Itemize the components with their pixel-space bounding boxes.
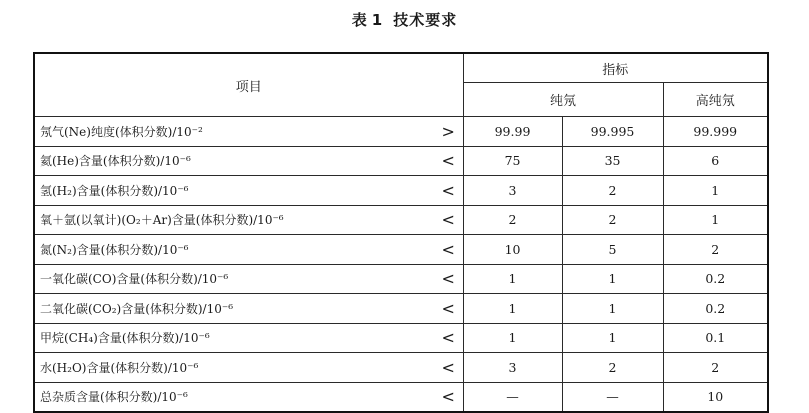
row-comparator: < bbox=[434, 176, 463, 206]
row-comparator: < bbox=[434, 235, 463, 265]
table-row bbox=[34, 176, 768, 206]
row-value-pure-1: 10 bbox=[463, 235, 562, 265]
row-value-pure-1: 2 bbox=[463, 205, 562, 235]
row-value-high-purity: 1 bbox=[663, 176, 768, 206]
row-comparator: < bbox=[434, 264, 463, 294]
row-value-pure-1: 99.99 bbox=[463, 117, 562, 147]
row-value-high-purity: 1 bbox=[663, 205, 768, 235]
row-value-pure-2: 99.995 bbox=[562, 117, 663, 147]
grade-header-high-purity: 高纯氖 bbox=[663, 83, 768, 117]
table-row bbox=[34, 205, 768, 235]
row-value-pure-2: 1 bbox=[562, 264, 663, 294]
row-value-pure-2: 35 bbox=[562, 146, 663, 176]
table-title-number: 1 bbox=[371, 11, 384, 29]
table-row bbox=[34, 235, 768, 265]
row-item: 氖气(Ne)纯度(体积分数)/10⁻² bbox=[34, 117, 434, 147]
row-comparator: < bbox=[434, 353, 463, 383]
row-comparator: < bbox=[434, 323, 463, 353]
row-item: 氦(He)含量(体积分数)/10⁻⁶ bbox=[34, 146, 434, 176]
row-item: 水(H₂O)含量(体积分数)/10⁻⁶ bbox=[34, 353, 434, 383]
row-value-pure-2: 1 bbox=[562, 323, 663, 353]
row-comparator: < bbox=[434, 382, 463, 412]
indicator-header: 指标 bbox=[463, 53, 768, 83]
spec-table bbox=[33, 52, 769, 413]
row-value-high-purity: 2 bbox=[663, 235, 768, 265]
table-row bbox=[34, 323, 768, 353]
table-title-text: 技术要求 bbox=[393, 11, 458, 29]
row-item: 总杂质含量(体积分数)/10⁻⁶ bbox=[34, 382, 434, 412]
row-value-pure-1: 75 bbox=[463, 146, 562, 176]
row-comparator: < bbox=[434, 146, 463, 176]
item-column-header: 项目 bbox=[34, 53, 463, 117]
table-row bbox=[34, 264, 768, 294]
header-row-1 bbox=[34, 53, 768, 83]
row-value-pure-1: 3 bbox=[463, 353, 562, 383]
row-value-pure-1: 1 bbox=[463, 294, 562, 324]
row-item: 氧＋氩(以氧计)(O₂＋Ar)含量(体积分数)/10⁻⁶ bbox=[34, 205, 434, 235]
table-title bbox=[0, 9, 809, 30]
table-row bbox=[34, 294, 768, 324]
row-comparator: < bbox=[434, 205, 463, 235]
row-comparator: < bbox=[434, 294, 463, 324]
row-value-pure-2: 1 bbox=[562, 294, 663, 324]
row-value-high-purity: 10 bbox=[663, 382, 768, 412]
row-value-high-purity: 6 bbox=[663, 146, 768, 176]
row-item: 氢(H₂)含量(体积分数)/10⁻⁶ bbox=[34, 176, 434, 206]
row-comparator: > bbox=[434, 117, 463, 147]
table-title-prefix: 表 bbox=[351, 11, 368, 29]
row-value-high-purity: 0.2 bbox=[663, 264, 768, 294]
row-item: 一氧化碳(CO)含量(体积分数)/10⁻⁶ bbox=[34, 264, 434, 294]
row-value-high-purity: 99.999 bbox=[663, 117, 768, 147]
row-value-pure-1: 1 bbox=[463, 323, 562, 353]
table-row bbox=[34, 146, 768, 176]
row-value-pure-1: — bbox=[463, 382, 562, 412]
row-item: 甲烷(CH₄)含量(体积分数)/10⁻⁶ bbox=[34, 323, 434, 353]
row-value-pure-2: 2 bbox=[562, 176, 663, 206]
table-row bbox=[34, 353, 768, 383]
grade-header-pure: 纯氖 bbox=[463, 83, 663, 117]
row-value-pure-2: 2 bbox=[562, 353, 663, 383]
row-value-pure-2: — bbox=[562, 382, 663, 412]
row-value-high-purity: 2 bbox=[663, 353, 768, 383]
row-value-pure-1: 3 bbox=[463, 176, 562, 206]
row-value-pure-1: 1 bbox=[463, 264, 562, 294]
row-value-high-purity: 0.1 bbox=[663, 323, 768, 353]
row-value-high-purity: 0.2 bbox=[663, 294, 768, 324]
row-item: 氮(N₂)含量(体积分数)/10⁻⁶ bbox=[34, 235, 434, 265]
row-item: 二氧化碳(CO₂)含量(体积分数)/10⁻⁶ bbox=[34, 294, 434, 324]
table-row bbox=[34, 382, 768, 412]
row-value-pure-2: 2 bbox=[562, 205, 663, 235]
table-row bbox=[34, 117, 768, 147]
row-value-pure-2: 5 bbox=[562, 235, 663, 265]
